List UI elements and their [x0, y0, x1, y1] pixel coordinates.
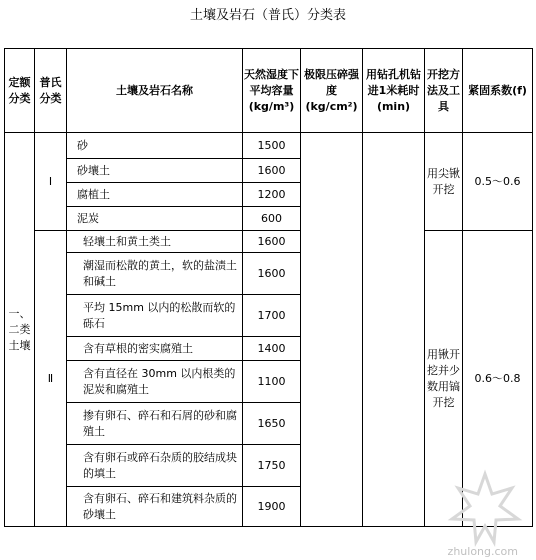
density-value: 1600: [243, 253, 301, 295]
soil-classification-table: [4, 48, 533, 527]
density-value: 1600: [243, 231, 301, 253]
drill-time-cell: [363, 133, 425, 527]
density-value: 1500: [243, 133, 301, 159]
soil-name: 含有卵石、碎石和建筑料杂质的砂壤土: [67, 487, 243, 527]
density-value: 1700: [243, 295, 301, 337]
header-density: 天然湿度下平均容量(kg/m³): [243, 49, 301, 133]
density-value: 1600: [243, 159, 301, 183]
page-title: 土壤及岩石（普氏）分类表: [189, 8, 346, 23]
header-strength: 极限压碎强度(kg/cm²): [301, 49, 363, 133]
density-value: 1750: [243, 445, 301, 487]
pu-class-cell: Ⅱ: [35, 231, 67, 527]
header-coefficient: 紧固系数(f): [463, 49, 533, 133]
header-quota-class: 定额分类: [5, 49, 35, 133]
header-drill-time: 用钻孔机钻进1米耗时(min): [363, 49, 425, 133]
density-value: 1650: [243, 403, 301, 445]
method-cell: 用尖锹开挖: [425, 133, 463, 231]
density-value: 1200: [243, 183, 301, 207]
quota-group-cell: 一、二类土壤: [5, 133, 35, 527]
density-value: 600: [243, 207, 301, 231]
soil-name: 潮湿而松散的黄土，软的盐渍土和碱土: [67, 253, 243, 295]
density-value: 1900: [243, 487, 301, 527]
pu-class-cell: Ⅰ: [35, 133, 67, 231]
soil-name: 砂: [67, 133, 243, 159]
soil-name: 掺有卵石、碎石和石屑的砂和腐殖土: [67, 403, 243, 445]
soil-name: 泥炭: [67, 207, 243, 231]
watermark-logo-icon: [440, 464, 530, 554]
coefficient-cell: 0.5～0.6: [463, 133, 533, 231]
soil-name: 腐植土: [67, 183, 243, 207]
coefficient-cell: 0.6～0.8: [463, 231, 533, 527]
soil-name: 轻壤土和黄土类土: [67, 231, 243, 253]
soil-name: 平均 15mm 以内的松散而软的砾石: [67, 295, 243, 337]
strength-cell: [301, 133, 363, 527]
header-name: 土壤及岩石名称: [67, 49, 243, 133]
soil-name: 含有卵石或碎石杂质的胶结成块的填土: [67, 445, 243, 487]
watermark-text: zhulong.com: [447, 545, 518, 558]
soil-name: 砂壤土: [67, 159, 243, 183]
header-method: 开挖方法及工具: [425, 49, 463, 133]
method-cell: 用锹开挖并少数用镐开挖: [425, 231, 463, 527]
header-row: [5, 49, 533, 133]
soil-name: 含有草根的密实腐殖土: [67, 337, 243, 361]
density-value: 1400: [243, 337, 301, 361]
table-row: [5, 133, 533, 159]
density-value: 1100: [243, 361, 301, 403]
soil-name: 含有直径在 30mm 以内根类的泥炭和腐殖土: [67, 361, 243, 403]
header-pu-class: 普氏分类: [35, 49, 67, 133]
table-row: [5, 231, 533, 253]
